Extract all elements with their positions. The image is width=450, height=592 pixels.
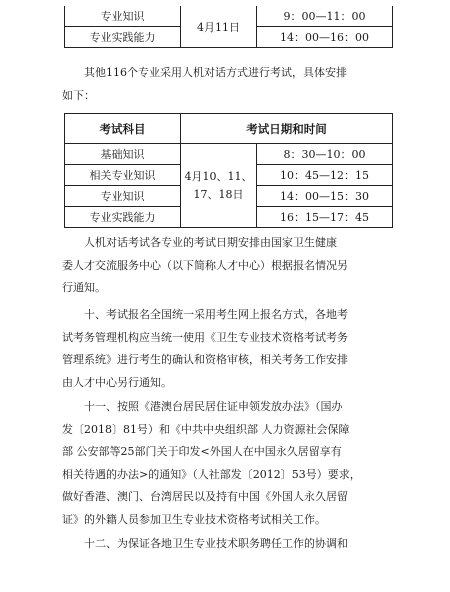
text-line: 管理系统》进行考生的确认和资格审核，相关考务工作安排: [62, 353, 348, 366]
table-row: [65, 144, 393, 165]
text-line: 其他116个专业采用人机对话方式进行考试，具体安排: [84, 66, 347, 79]
text-line: 发〔2018〕81号）和《中共中央组织部 人力资源社会保障: [62, 422, 350, 436]
table-cell-subject: 专业知识: [65, 6, 181, 27]
table-cell-time: 16：15—17：45: [257, 207, 393, 228]
text-line: 人机对话考试各专业的考试日期安排由国家卫生健康: [84, 236, 337, 249]
paragraph-section-12: [62, 533, 396, 556]
paragraph-online-schedule: [62, 232, 396, 300]
table-header-datetime: 考试日期和时间: [181, 114, 393, 144]
table-cell-time: 9：00—11：00: [257, 6, 393, 27]
table-cell-time: 14：00—16：00: [257, 27, 393, 48]
table-cell-time: 8：30—10：00: [257, 144, 393, 165]
table-header-subject: 考试科目: [65, 114, 181, 144]
table-cell-date: 4月11日: [181, 6, 257, 48]
schedule-table-top: [64, 6, 393, 48]
table-cell-subject: 专业实践能力: [65, 207, 181, 228]
table-cell-subject: 专业实践能力: [65, 27, 181, 48]
text-line: 十一、按照《港澳台居民居住证申领发放办法》（国办: [84, 400, 343, 413]
schedule-table-computer: [64, 113, 393, 228]
text-line: 由人才中心另行通知。: [62, 375, 172, 389]
date-line: 4月10、11、: [184, 169, 253, 183]
table-cell-subject: 相关专业知识: [65, 165, 181, 186]
text-line: 行通知。: [62, 281, 106, 294]
table-cell-time: 14：00—15：30: [257, 186, 393, 207]
text-line: 十、考试报名全国统一采用考生网上报名方式，各地考: [84, 308, 348, 321]
text-line: 证》的外籍人员参加卫生专业技术资格考试相关工作。: [62, 512, 326, 526]
intro-paragraph: [62, 62, 396, 107]
date-line: 17、18日: [193, 187, 244, 201]
text-line: 相关待遇的办法>的通知》（人社部发〔2012〕53号）要求，: [62, 467, 361, 481]
table-cell-date: [181, 144, 257, 228]
text-line: 做好香港、澳门、台湾居民以及持有中国《外国人永久居留: [62, 490, 348, 503]
text-line: 委人才交流服务中心（以下简称人才中心）根据报名情况另: [62, 258, 348, 272]
table-cell-time: 10：45—12：15: [257, 165, 393, 186]
table-header-row: [65, 114, 393, 144]
table-cell-subject: 专业知识: [65, 186, 181, 207]
text-line: 如下：: [62, 88, 95, 102]
text-line: 部 公安部等25部门关于印发<外国人在中国永久居留享有: [62, 445, 342, 458]
text-line: 试考务管理机构应当统一使用《卫生专业技术资格考试考务: [62, 330, 348, 344]
text-line: 十二、为保证各地卫生专业技术职务聘任工作的协调和: [84, 537, 348, 550]
paragraph-section-10: [62, 304, 396, 394]
table-cell-subject: 基础知识: [65, 144, 181, 165]
table-row: [65, 6, 393, 27]
paragraph-section-11: [62, 396, 396, 531]
